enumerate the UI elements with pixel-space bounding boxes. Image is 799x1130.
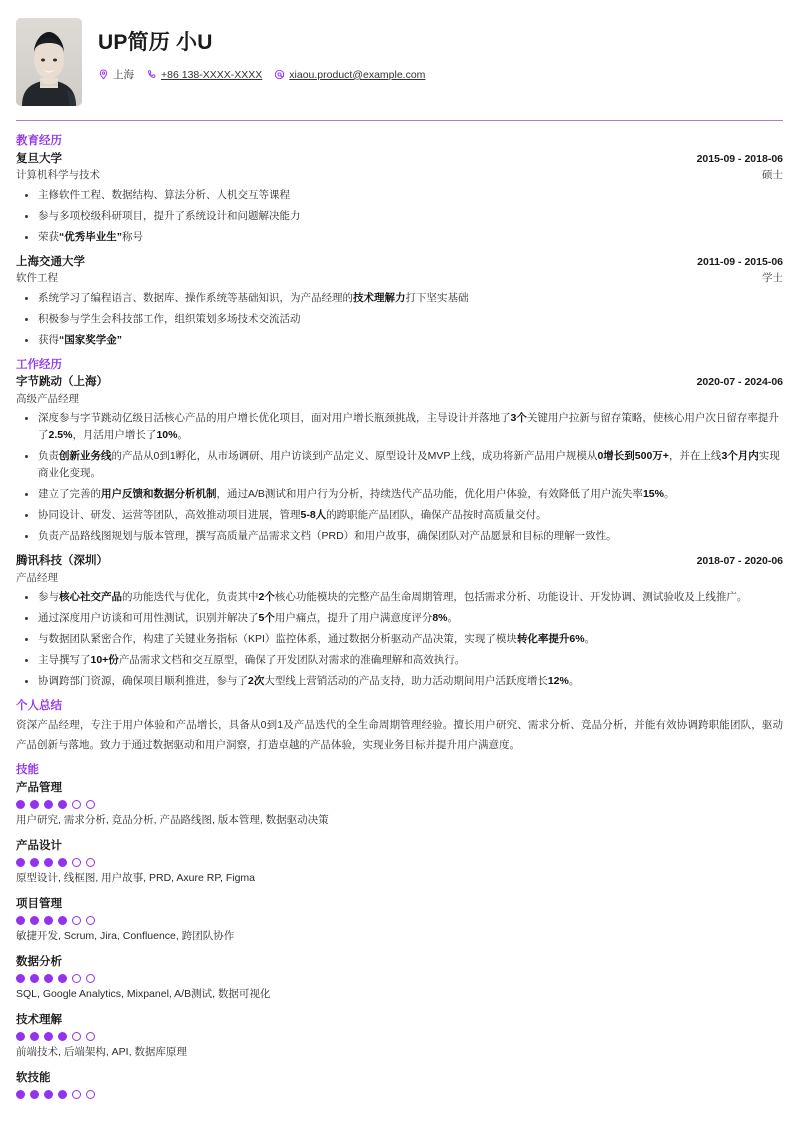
work-entry — [16, 553, 783, 690]
skill-level-dot — [30, 800, 39, 809]
bullet-item: 负责产品路线图规划与版本管理，撰写高质量产品需求文档（PRD）和用户故事，确保团队对产品愿景和目标的理解一致性。 — [16, 528, 783, 545]
bullet-item: 协调跨部门资源，确保项目顺利推进，参与了2次大型线上营销活动的产品支持，助力活动期间用户活跃度增长12%。 — [16, 673, 783, 690]
contact-email-text[interactable]: xiaou.product@example.com — [289, 68, 426, 81]
skill-level-dot — [16, 916, 25, 925]
skill-level-dot — [44, 800, 53, 809]
entry-head — [16, 151, 783, 168]
skill-level-dot — [58, 1090, 67, 1099]
skill-level-dot — [86, 1032, 95, 1041]
contact-email[interactable] — [274, 69, 425, 81]
bullet-item: 主导撰写了10+份产品需求文档和交互原型，确保了开发团队对需求的准确理解和高效执行。 — [16, 652, 783, 669]
bullet-item: 与数据团队紧密合作，构建了关键业务指标（KPI）监控体系，通过数据分析驱动产品决策，实现了模块转化率提升6%。 — [16, 631, 783, 648]
section-work — [16, 357, 783, 691]
job-title: 高级产品经理 — [16, 392, 79, 405]
skill-keywords: 原型设计, 线框图, 用户故事, PRD, Axure RP, Figma — [16, 871, 256, 884]
skill-block — [16, 954, 783, 1003]
skills-list — [16, 780, 783, 1099]
education-entry — [16, 151, 783, 246]
bullet-item: 参与多项校级科研项目，提升了系统设计和问题解决能力 — [16, 208, 783, 225]
bullet-item: 通过深度用户访谈和可用性测试，识别并解决了5个用户痛点，提升了用户满意度评分8%。 — [16, 610, 783, 627]
section-title-skills: 技能 — [16, 763, 39, 776]
skill-level-dot — [58, 800, 67, 809]
skill-name: 数据分析 — [16, 955, 62, 968]
skill-name: 产品设计 — [16, 839, 62, 852]
skill-rating — [16, 858, 783, 867]
skill-name: 项目管理 — [16, 897, 62, 910]
education-entry — [16, 254, 783, 349]
section-title-education: 教育经历 — [16, 135, 62, 147]
skill-level-dot — [44, 858, 53, 867]
contact-location-text: 上海 — [113, 69, 134, 82]
skill-block — [16, 838, 783, 887]
entry-sub — [16, 271, 783, 287]
skill-name: 软技能 — [16, 1071, 51, 1084]
skill-name: 技术理解 — [16, 1013, 62, 1026]
skill-level-dot — [72, 916, 81, 925]
location-pin-icon — [98, 69, 109, 80]
degree: 学士 — [762, 271, 783, 284]
bullet-item: 主修软件工程、数据结构、算法分析、人机交互等课程 — [16, 187, 783, 204]
skill-level-dot — [58, 858, 67, 867]
major: 计算机科学与技术 — [16, 168, 100, 181]
skill-name: 产品管理 — [16, 781, 62, 794]
entry-head — [16, 553, 783, 570]
section-title-work: 工作经历 — [16, 358, 62, 371]
skill-level-dot — [30, 974, 39, 983]
skill-rating — [16, 974, 783, 983]
skill-block — [16, 1070, 783, 1099]
skill-block — [16, 896, 783, 945]
skill-level-dot — [16, 800, 25, 809]
school-name: 上海交通大学 — [16, 255, 85, 268]
avatar-photo — [16, 18, 82, 106]
skill-level-dot — [58, 1032, 67, 1041]
bullet-item: 系统学习了编程语言、数据库、操作系统等基础知识，为产品经理的技术理解力打下坚实基础 — [16, 290, 783, 307]
bullet-item: 积极参与学生会科技部工作，组织策划多场技术交流活动 — [16, 311, 783, 328]
bullet-item: 建立了完善的用户反馈和数据分析机制，通过A/B测试和用户行为分析，持续迭代产品功能，优化用户体验，有效降低了用户流失率15%。 — [16, 486, 783, 503]
skill-rating — [16, 800, 783, 809]
skill-level-dot — [44, 916, 53, 925]
entry-sub — [16, 571, 783, 587]
bullet-list — [16, 410, 783, 545]
contact-location — [98, 67, 134, 82]
skill-rating — [16, 1032, 783, 1041]
skill-level-dot — [44, 1090, 53, 1099]
job-title: 产品经理 — [16, 571, 58, 584]
skill-level-dot — [72, 800, 81, 809]
skill-rating — [16, 916, 783, 925]
skill-level-dot — [58, 916, 67, 925]
entry-dates: 2015-09 - 2018-06 — [696, 152, 783, 165]
entry-head — [16, 374, 783, 391]
bullet-item: 参与核心社交产品的功能迭代与优化，负责其中2个核心功能模块的完整产品生命周期管理，包括需求分析、功能设计、开发协调、测试验收及上线推广。 — [16, 589, 783, 606]
skill-level-dot — [86, 1090, 95, 1099]
bullet-item: 获得“国家奖学金” — [16, 332, 783, 349]
section-education — [16, 133, 783, 349]
section-summary — [16, 698, 783, 756]
skill-level-dot — [16, 974, 25, 983]
skill-level-dot — [86, 858, 95, 867]
skill-level-dot — [86, 916, 95, 925]
bullet-item: 协同设计、研发、运营等团队，高效推动项目进展，管理5-8人的跨职能产品团队，确保产品按时高质量交付。 — [16, 507, 783, 524]
degree: 硕士 — [762, 168, 783, 181]
skill-keywords: 前端技术, 后端架构, API, 数据库原理 — [16, 1045, 187, 1058]
skill-level-dot — [30, 858, 39, 867]
school-name: 复旦大学 — [16, 152, 62, 165]
bullet-item: 负责创新业务线的产品从0到1孵化，从市场调研、用户访谈到产品定义、原型设计及MVP上线，成功将新产品用户规模从0增长到500万+，并在上线3个月内实现商业化变现。 — [16, 448, 783, 482]
entry-sub — [16, 168, 783, 184]
entry-sub — [16, 392, 783, 408]
skill-keywords: SQL, Google Analytics, Mixpanel, A/B测试, 数据可视化 — [16, 987, 271, 1000]
work-entry — [16, 374, 783, 545]
skill-level-dot — [72, 858, 81, 867]
entry-head — [16, 254, 783, 271]
bullet-list — [16, 187, 783, 246]
skill-level-dot — [44, 974, 53, 983]
page-title: UP简历 小U — [98, 31, 213, 54]
major: 软件工程 — [16, 271, 58, 284]
entry-dates: 2020-07 - 2024-06 — [696, 376, 783, 389]
resume-header — [16, 16, 783, 120]
bullet-list — [16, 589, 783, 690]
skill-level-dot — [58, 974, 67, 983]
entry-dates: 2011-09 - 2015-06 — [697, 255, 783, 268]
contact-list — [98, 67, 783, 82]
company-name: 字节跳动（上海） — [16, 376, 108, 389]
skill-level-dot — [72, 1090, 81, 1099]
skill-level-dot — [16, 858, 25, 867]
skill-level-dot — [16, 1090, 25, 1099]
entry-dates: 2018-07 - 2020-06 — [696, 555, 783, 568]
skill-level-dot — [72, 974, 81, 983]
email-icon — [274, 69, 285, 80]
summary-text: 资深产品经理，专注于用户体验和产品增长，具备从0到1及产品迭代的全生命周期管理经验。擅长用户研究、需求分析、竞品分析，并能有效协调跨职能团队，驱动产品创新与落地。致力于通过数据驱动和用户洞察，打造卓越的产品体验，实现业务目标并提升用户满意度。 — [16, 719, 783, 751]
bullet-item: 荣获“优秀毕业生”称号 — [16, 229, 783, 246]
skill-level-dot — [86, 974, 95, 983]
skill-level-dot — [30, 1032, 39, 1041]
skill-level-dot — [72, 1032, 81, 1041]
header-divider — [16, 120, 783, 121]
skill-level-dot — [16, 1032, 25, 1041]
contact-phone[interactable] — [146, 69, 262, 81]
skill-keywords: 敏捷开发, Scrum, Jira, Confluence, 跨团队协作 — [16, 929, 235, 942]
skill-block — [16, 1012, 783, 1061]
phone-icon — [146, 69, 157, 80]
skill-block — [16, 780, 783, 829]
skill-level-dot — [86, 800, 95, 809]
skill-rating — [16, 1090, 783, 1099]
section-skills — [16, 762, 783, 1099]
bullet-item: 深度参与字节跳动亿级日活核心产品的用户增长优化项目，面对用户增长瓶颈挑战，主导设计并落地了3个关键用户拉新与留存策略，使核心用户次日留存率提升了2.5%，月活用户增长了10%。 — [16, 410, 783, 444]
contact-phone-text[interactable]: +86 138-XXXX-XXXX — [161, 68, 263, 81]
company-name: 腾讯科技（深圳） — [16, 555, 108, 568]
bullet-list — [16, 290, 783, 349]
skill-keywords: 用户研究, 需求分析, 竞品分析, 产品路线图, 版本管理, 数据驱动决策 — [16, 813, 329, 826]
header-main — [98, 18, 783, 82]
skill-level-dot — [44, 1032, 53, 1041]
skill-level-dot — [30, 916, 39, 925]
section-title-summary: 个人总结 — [16, 700, 62, 713]
skill-level-dot — [30, 1090, 39, 1099]
